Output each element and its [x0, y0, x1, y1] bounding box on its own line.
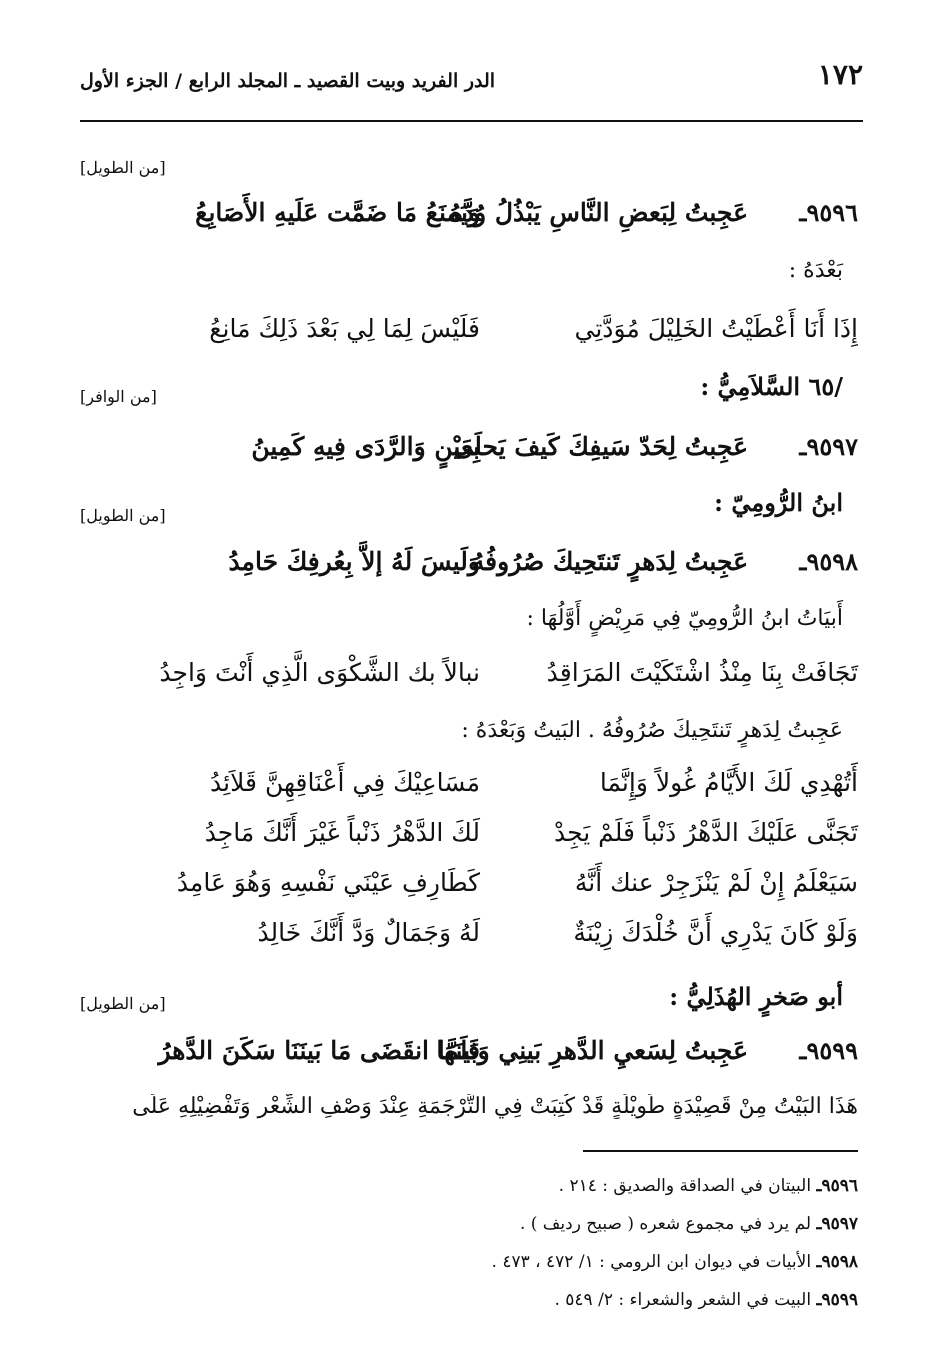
- second-hemistich: وَيَمنَعُ مَا ضَمَّت عَلَيهِ الأَصَابِعُ: [195, 198, 480, 227]
- first-hemistich: عَجِبتُ لِسَعيِ الدَّهرِ بَينِي وَبَينَهَا: [436, 1036, 748, 1065]
- verse-continuation-4: [100, 918, 858, 964]
- header-rule: [80, 120, 863, 122]
- verse-continuation-2: [100, 818, 858, 864]
- first-hemistich: عَجِبتُ لِحَدّ سَيفِكَ كَيفَ يَحلَى: [453, 432, 748, 461]
- second-hemistich: فَلَيْسَ لِمَا لِي بَعْدَ ذَلِكَ مَانِعُ: [209, 314, 480, 343]
- second-hemistich: وَلَيسَ لَهُ إلاَّ بِعُرفِكَ حَامِدُ: [228, 547, 480, 576]
- first-hemistich: سَيَعْلَمُ إِنْ لَمْ يَنْزَجِرْ عنك أَنَّهُ: [574, 868, 858, 897]
- footnote-text: البيت في الشعر والشعراء : ٢/ ٥٤٩ .: [554, 1290, 812, 1310]
- running-header: [80, 58, 863, 98]
- verse-number: ٩٥٩٩ـ: [799, 1036, 858, 1065]
- verse-number: ٩٥٩٨ـ: [799, 547, 858, 576]
- second-hemistich: بِعَيْنٍ وَالرَّدَى فِيهِ كَمِينُ: [251, 432, 480, 461]
- first-hemistich: عَجِبتُ لِدَهرٍ تَنتَحِيكَ صُرُوفُهُ: [471, 547, 748, 576]
- meter-label: [من الطويل]: [80, 158, 166, 177]
- footnote-number: ٩٥٩٩ـ: [816, 1290, 858, 1310]
- after-label: بَعْدَهُ :: [788, 258, 843, 283]
- verse-continuation-1: [100, 768, 858, 814]
- second-hemistich: لَكَ الدَّهْرُ ذَنْباً غَيْرَ أَنَّكَ مَاجِدُ: [204, 818, 480, 847]
- verse-number: ٩٥٩٦ـ: [799, 198, 858, 227]
- meter-label: [من الطويل]: [80, 506, 166, 525]
- intro-line: أَبيَاتُ ابنُ الرُّومِيّ فِي مَرِيْضٍ أَوَّلُهَا :: [526, 606, 843, 631]
- first-hemistich: إِذَا أَنَا أَعْطَيْتُ الخَلِيْلَ مُوَدَّتِي: [574, 314, 858, 343]
- poet-name: ابنُ الرُّومِيّ :: [714, 488, 843, 517]
- poet-name: /٦٥ السَّلاَمِيُّ :: [700, 372, 843, 401]
- first-hemistich: تَجَافَتْ بِنَا مِنْذُ اشْتَكَيْتَ المَرَاقِدُ: [546, 658, 858, 687]
- verse-9599: [100, 1036, 858, 1082]
- footnote: [554, 1290, 858, 1310]
- footnote: [520, 1214, 858, 1234]
- meter-label: [من الطويل]: [80, 994, 166, 1013]
- verse-after-9596: [100, 314, 858, 360]
- footnote-number: ٩٥٩٧ـ: [816, 1214, 858, 1234]
- footnote-text: البيتان في الصداقة والصديق : ٢١٤ .: [558, 1176, 812, 1196]
- second-hemistich: نبالاً بك الشَّكْوَى الَّذِي أَنْتَ وَاجِدُ: [159, 658, 480, 687]
- footnote-number: ٩٥٩٦ـ: [816, 1176, 858, 1196]
- verse-number: ٩٥٩٧ـ: [799, 432, 858, 461]
- second-hemistich: مَسَاعِيْكَ فِي أَعْنَاقِهِنَّ قَلاَئِدُ: [210, 768, 480, 797]
- meter-label: [من الوافر]: [80, 387, 157, 406]
- verse-continuation-3: [100, 868, 858, 914]
- poet-name: أبو صَخرٍ الهُذَلِيُّ :: [669, 982, 843, 1011]
- first-hemistich: أَتُهْدِي لَكَ الأَيَّامُ غُولاً وَإِنَّمَا: [599, 768, 858, 797]
- first-hemistich: وَلَوْ كَانَ يَدْرِي أَنَّ خُلْدَكَ زِيْنَةٌ: [573, 918, 858, 947]
- second-hemistich: كَطَارِفِ عَيْنَي نَفْسِهِ وَهُوَ عَامِدُ: [176, 868, 480, 897]
- footnote-number: ٩٥٩٨ـ: [816, 1252, 858, 1272]
- reference-line: عَجِبتُ لِدَهرٍ تَنتَحِيكَ صُرُوفُهُ . البَيتُ وَبَعْدَهُ :: [461, 718, 843, 743]
- page-number: ١٧٢: [817, 58, 863, 91]
- verse-9597: [100, 432, 858, 478]
- first-hemistich: عَجِبتُ لِبَعضِ النَّاسِ يَبْذُلُ وُدَّهُ: [449, 198, 748, 227]
- closing-line: هَذَا البَيْتُ مِنْ قَصِيْدَةٍ طَوِيْلَةٍ قَدْ كُتِبَتْ فِي التَّرْجَمَةِ عِنْدَ وَصْفِ الشِّعْرِ وَتَفْضِيْلِهِ عَلَى: [132, 1094, 858, 1119]
- footnote: [492, 1252, 859, 1272]
- second-hemistich: لَهُ وَجَمَالٌ وَدَّ أَنَّكَ خَالِدُ: [257, 918, 480, 947]
- verse-9596: [100, 198, 858, 244]
- running-title: الدر الفريد وبيت القصيد ـ المجلد الرابع / الجزء الأول: [80, 70, 496, 92]
- footnote-text: الأبيات في ديوان ابن الرومي : ١/ ٤٧٢ ، ٤٧٣ .: [491, 1252, 812, 1272]
- verse-opening: [100, 658, 858, 704]
- verse-9598: [100, 547, 858, 593]
- footnote: [559, 1176, 858, 1196]
- footnote-rule: [583, 1150, 858, 1152]
- first-hemistich: تَجَنَّى عَلَيْكَ الدَّهْرُ ذَنْباً فَلَمْ يَجِدْ: [553, 818, 858, 847]
- second-hemistich: فَلَمَّا انقَضَى مَا بَينَنَا سَكَنَ الدَّهرُ: [158, 1036, 480, 1065]
- footnote-text: لم يرد في مجموع شعره ( صبيح رديف ) .: [519, 1214, 812, 1234]
